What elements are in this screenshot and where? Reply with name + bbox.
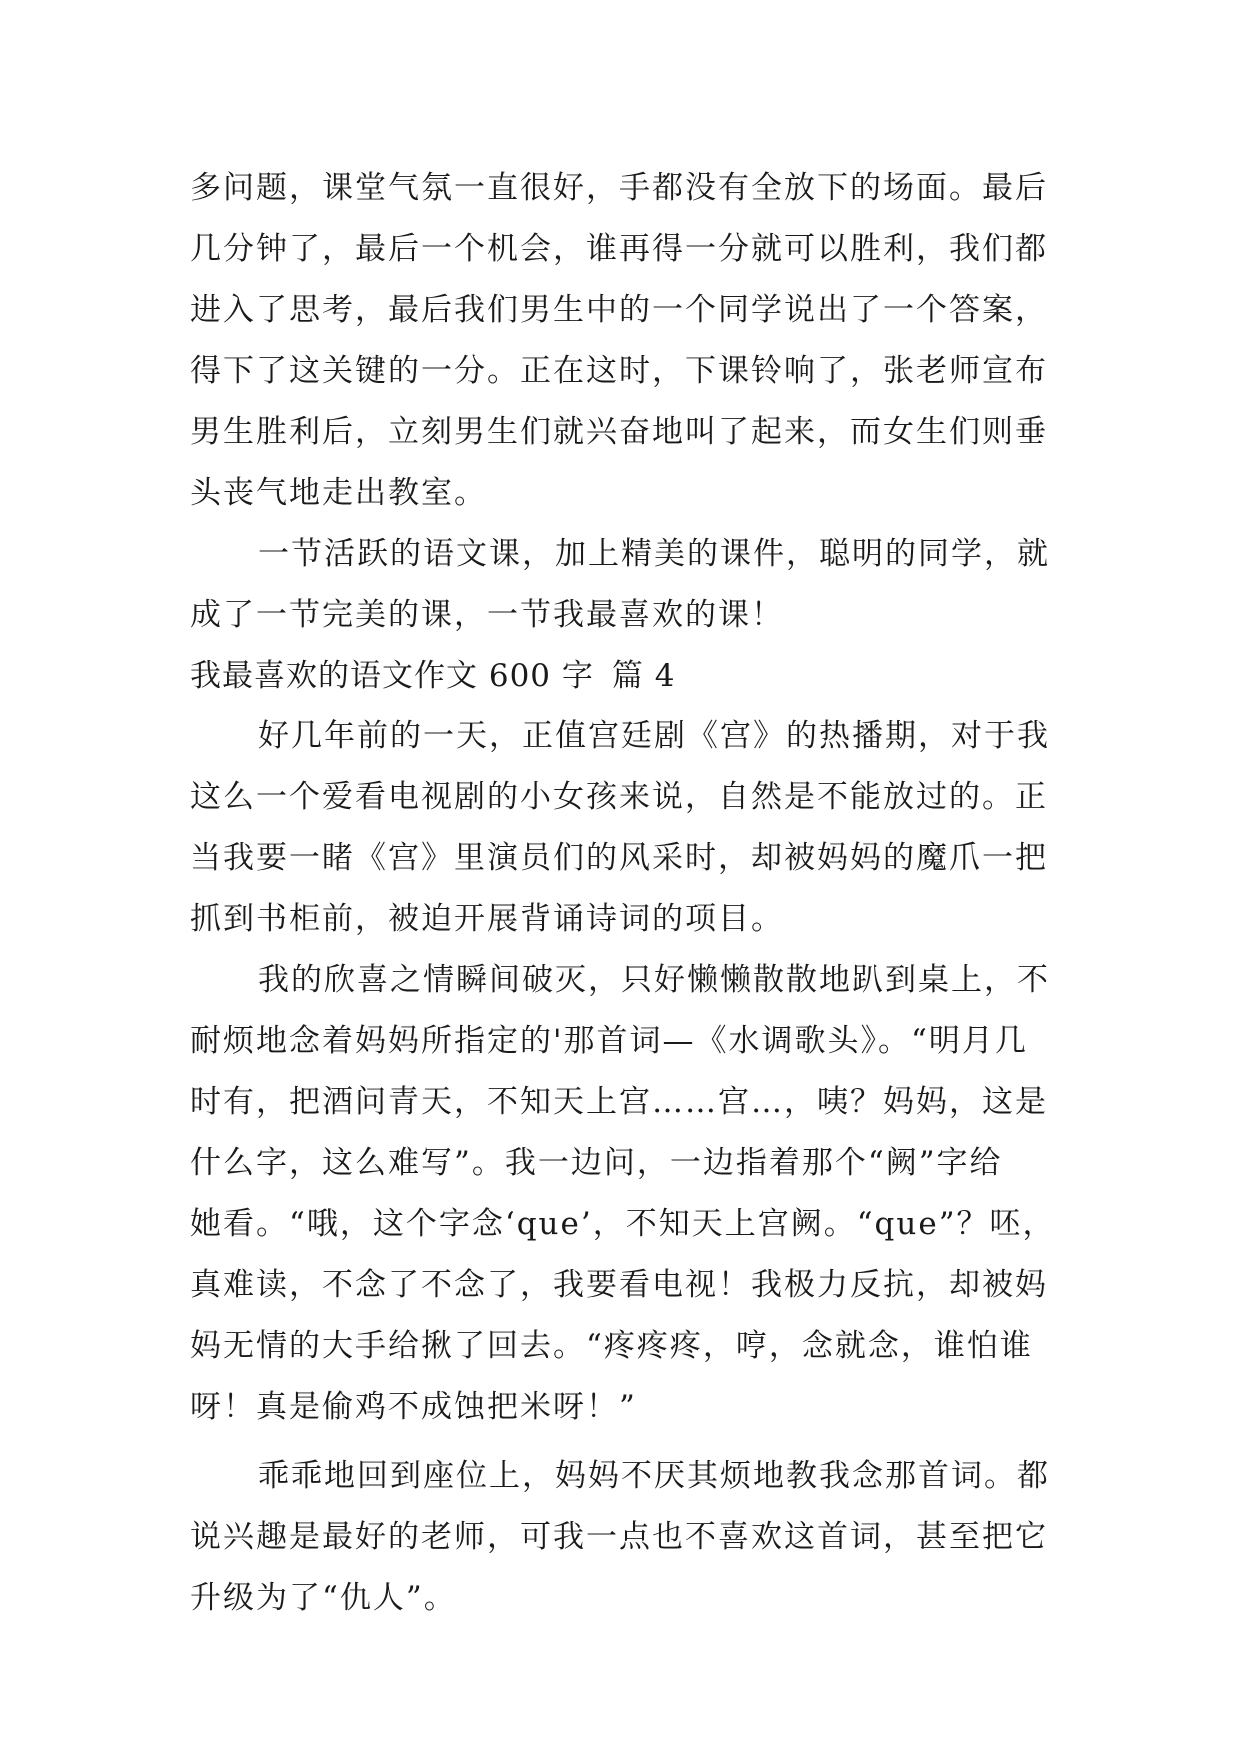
text-line: 几分钟了，最后一个机会，谁再得一分就可以胜利，我们都 [190,231,1048,267]
paragraph [190,158,1070,524]
text-line: 耐烦地念着妈妈所指定的'那首词—《水调歌头》。“明月几 [190,1023,1028,1059]
text-line: 抓到书柜前，被迫开展背诵诗词的项目。 [190,901,784,937]
text-line: 这么一个爱看电视剧的小女孩来说，自然是不能放过的。正 [190,779,1048,815]
text-line: 妈无情的大手给揪了回去。“疼疼疼，哼，念就念，谁怕谁 [190,1328,1033,1364]
text-line: 升级为了“仇人”。 [190,1580,457,1616]
text-line: 时有，把酒问青天，不知天上宫……宫…，咦？妈妈，这是 [190,1084,1048,1120]
text-line: 她看。“哦，这个字念‘que’，不知天上宫阙。“que”？呸， [190,1206,1056,1242]
text-line: 我的欣喜之情瞬间破灭，只好懒懒散散地趴到桌上，不 [258,962,1050,998]
text-line: 进入了思考，最后我们男生中的一个同学说出了一个答案， [190,292,1048,328]
document-body [190,158,1070,1629]
heading-title: 我最喜欢的语文作文 600 字 [190,658,594,694]
heading-part: 篇 4 [611,658,676,694]
text-line: 当我要一睹《宫》里演员们的风采时，却被妈妈的魔爪一把 [190,840,1048,876]
text-line: 呀！真是偷鸡不成蚀把米呀！” [190,1389,637,1425]
paragraph [190,706,1070,950]
text-line: 乖乖地回到座位上，妈妈不厌其烦地教我念那首词。都 [258,1458,1050,1494]
text-line: 头丧气地走出教室。 [190,475,487,511]
text-line: 说兴趣是最好的老师，可我一点也不喜欢这首词，甚至把它 [190,1519,1048,1555]
text-line: 多问题，课堂气氛一直很好，手都没有全放下的场面。最后 [190,170,1048,206]
paragraph [190,1446,1070,1629]
section-heading [190,646,1070,706]
paragraph [190,524,1070,646]
text-line: 成了一节完美的课，一节我最喜欢的课！ [190,597,784,633]
text-line: 好几年前的一天，正值宫廷剧《宫》的热播期，对于我 [258,718,1050,754]
text-line: 一节活跃的语文课，加上精美的课件，聪明的同学，就 [258,536,1050,572]
paragraph [190,950,1070,1438]
text-line: 得下了这关键的一分。正在这时，下课铃响了，张老师宣布 [190,353,1048,389]
text-line: 男生胜利后，立刻男生们就兴奋地叫了起来，而女生们则垂 [190,414,1048,450]
text-line: 什么字，这么难写”。我一边问，一边指着那个“阙”字给 [190,1145,1003,1181]
text-line: 真难读，不念了不念了，我要看电视！我极力反抗，却被妈 [190,1267,1048,1303]
